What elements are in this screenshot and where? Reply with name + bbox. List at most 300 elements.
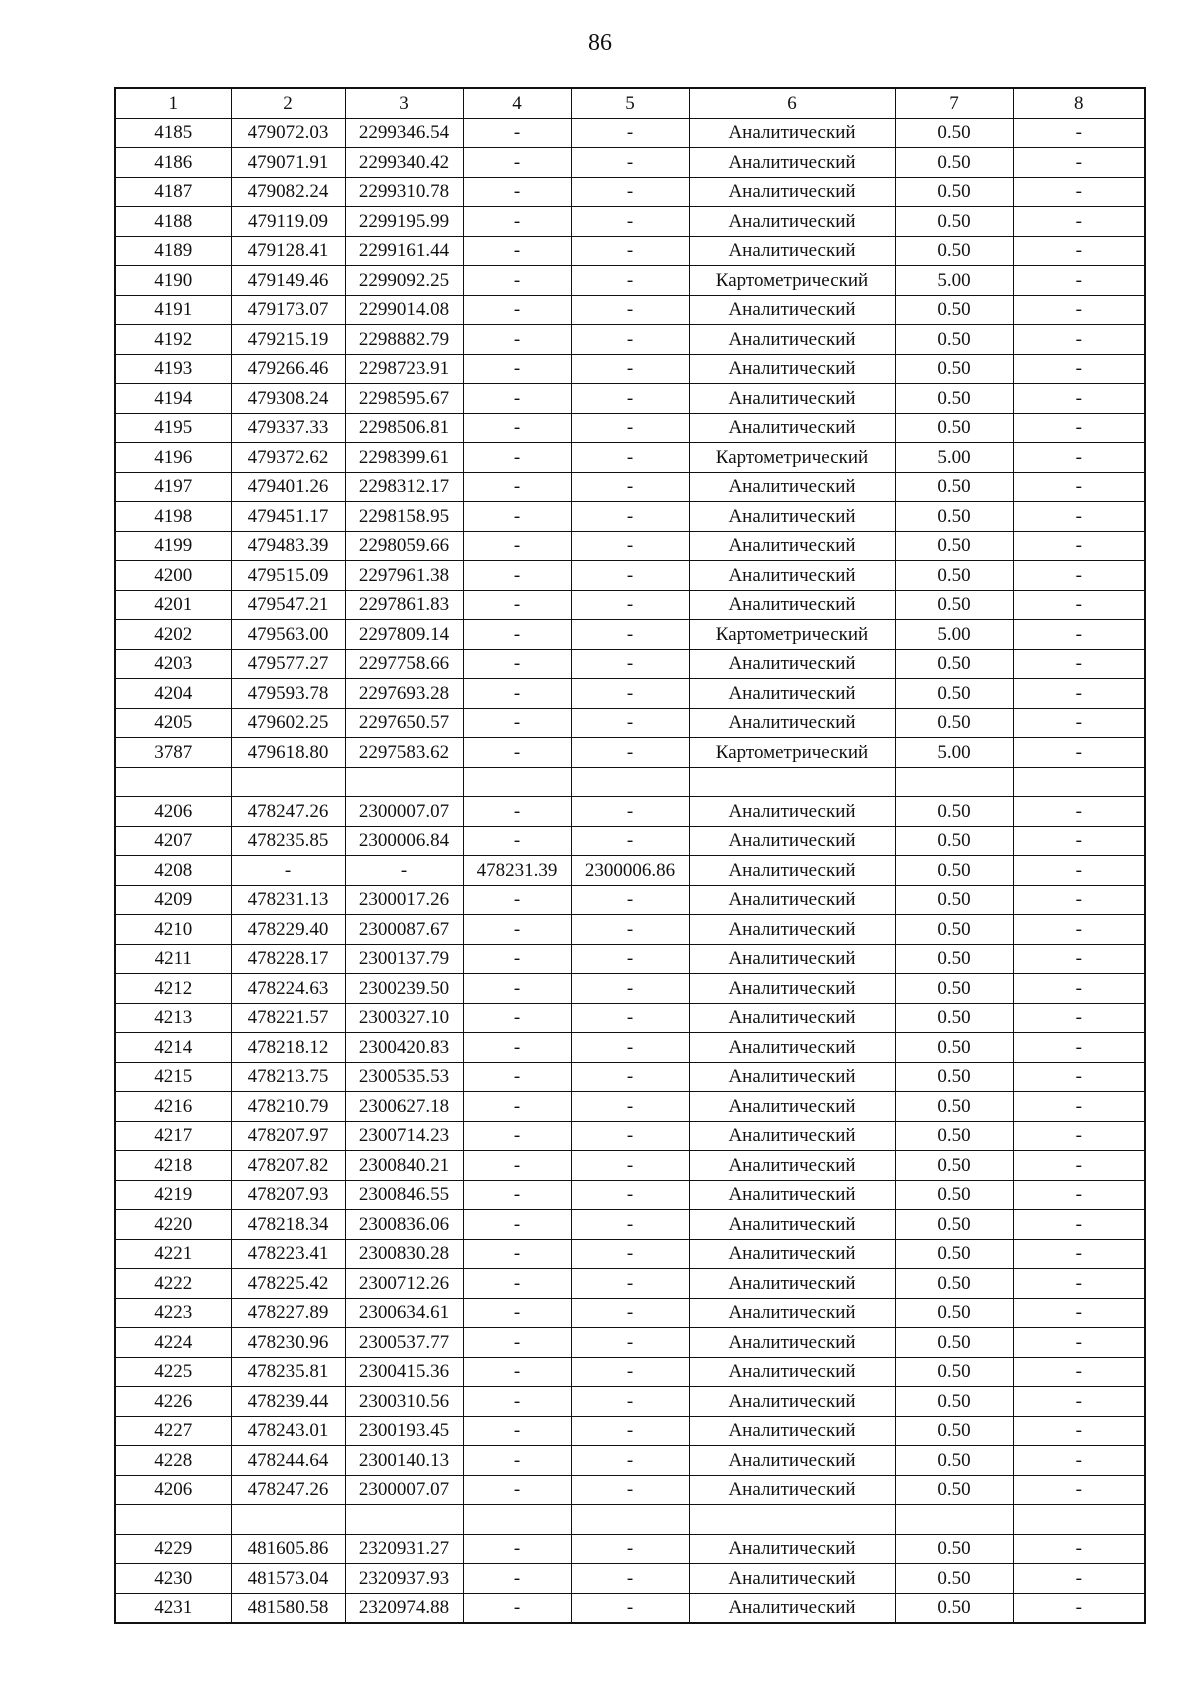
table-row [115, 531, 1145, 561]
col8-cell [1013, 1505, 1145, 1535]
precision-cell: 0.50 [895, 1564, 1013, 1594]
method-cell: Аналитический [689, 856, 895, 886]
table-body [115, 118, 1145, 1623]
table-row [115, 561, 1145, 591]
y-cell: 2298158.95 [345, 502, 463, 532]
col4-cell: - [463, 1269, 571, 1299]
col8-cell: - [1013, 1269, 1145, 1299]
col5-cell: - [571, 207, 689, 237]
x-cell: 478223.41 [231, 1239, 345, 1269]
col8-cell: - [1013, 1121, 1145, 1151]
x-cell: 478235.85 [231, 826, 345, 856]
precision-cell: 0.50 [895, 325, 1013, 355]
y-cell: 2297693.28 [345, 679, 463, 709]
method-cell: Аналитический [689, 354, 895, 384]
y-cell: 2297809.14 [345, 620, 463, 650]
x-cell: 478244.64 [231, 1446, 345, 1476]
y-cell: 2297650.57 [345, 708, 463, 738]
col8-cell: - [1013, 1298, 1145, 1328]
col4-cell: - [463, 708, 571, 738]
y-cell: 2300840.21 [345, 1151, 463, 1181]
point-number-cell: 4211 [115, 944, 231, 974]
point-number-cell: 4222 [115, 1269, 231, 1299]
col8-cell: - [1013, 1239, 1145, 1269]
x-cell: 479602.25 [231, 708, 345, 738]
point-number-cell: 4202 [115, 620, 231, 650]
method-cell: Аналитический [689, 1387, 895, 1417]
table-row [115, 295, 1145, 325]
precision-cell: 0.50 [895, 1180, 1013, 1210]
precision-cell: 0.50 [895, 885, 1013, 915]
x-cell: 479563.00 [231, 620, 345, 650]
y-cell: 2300712.26 [345, 1269, 463, 1299]
y-cell: 2300415.36 [345, 1357, 463, 1387]
col5-cell: - [571, 1210, 689, 1240]
y-cell: 2300193.45 [345, 1416, 463, 1446]
col4-cell: - [463, 1564, 571, 1594]
point-number-cell: 4213 [115, 1003, 231, 1033]
y-cell: 2297861.83 [345, 590, 463, 620]
point-number-cell: 4215 [115, 1062, 231, 1092]
x-cell: 478224.63 [231, 974, 345, 1004]
table-row [115, 856, 1145, 886]
precision-cell: 0.50 [895, 502, 1013, 532]
col4-cell: - [463, 207, 571, 237]
col5-cell: - [571, 974, 689, 1004]
precision-cell: 0.50 [895, 826, 1013, 856]
table-row [115, 1564, 1145, 1594]
precision-cell: 0.50 [895, 1003, 1013, 1033]
x-cell: 479072.03 [231, 118, 345, 148]
method-cell: Аналитический [689, 944, 895, 974]
col4-cell: - [463, 1416, 571, 1446]
x-cell: 479071.91 [231, 148, 345, 178]
table-row [115, 1298, 1145, 1328]
col5-cell: - [571, 885, 689, 915]
point-number-cell: 4185 [115, 118, 231, 148]
point-number-cell: 4197 [115, 472, 231, 502]
col4-cell: - [463, 1062, 571, 1092]
table-row [115, 1534, 1145, 1564]
page-number: 86 [588, 30, 612, 56]
precision-cell: 5.00 [895, 620, 1013, 650]
y-cell: 2299092.25 [345, 266, 463, 296]
precision-cell: 0.50 [895, 1062, 1013, 1092]
table-row [115, 472, 1145, 502]
table-row [115, 1357, 1145, 1387]
col4-cell: - [463, 797, 571, 827]
point-number-cell: 4219 [115, 1180, 231, 1210]
x-cell: 479372.62 [231, 443, 345, 473]
precision-cell: 0.50 [895, 384, 1013, 414]
col5-cell: - [571, 1446, 689, 1476]
x-cell: 479577.27 [231, 649, 345, 679]
precision-cell: 0.50 [895, 177, 1013, 207]
method-cell: Аналитический [689, 1062, 895, 1092]
col8-cell: - [1013, 1180, 1145, 1210]
y-cell: 2300537.77 [345, 1328, 463, 1358]
col4-cell: - [463, 236, 571, 266]
column-header-5: 5 [571, 88, 689, 118]
y-cell: 2320931.27 [345, 1534, 463, 1564]
method-cell: Аналитический [689, 118, 895, 148]
table-row [115, 1446, 1145, 1476]
point-number-cell: 4200 [115, 561, 231, 591]
precision-cell: 0.50 [895, 207, 1013, 237]
col5-cell: - [571, 443, 689, 473]
col5-cell: - [571, 1003, 689, 1033]
col8-cell: - [1013, 974, 1145, 1004]
precision-cell: 0.50 [895, 679, 1013, 709]
precision-cell: 0.50 [895, 649, 1013, 679]
table-row [115, 354, 1145, 384]
col5-cell: - [571, 826, 689, 856]
col8-cell: - [1013, 1593, 1145, 1623]
method-cell: Аналитический [689, 590, 895, 620]
method-cell: Аналитический [689, 679, 895, 709]
y-cell: 2297583.62 [345, 738, 463, 768]
col5-cell: - [571, 1151, 689, 1181]
table-row [115, 266, 1145, 296]
table-row [115, 1092, 1145, 1122]
y-cell: 2298595.67 [345, 384, 463, 414]
col4-cell [463, 1505, 571, 1535]
col8-cell: - [1013, 531, 1145, 561]
precision-cell: 0.50 [895, 797, 1013, 827]
method-cell: Аналитический [689, 915, 895, 945]
method-cell: Аналитический [689, 1593, 895, 1623]
point-number-cell: 4203 [115, 649, 231, 679]
table-row [115, 1328, 1145, 1358]
table-row [115, 413, 1145, 443]
y-cell: 2300007.07 [345, 1475, 463, 1505]
precision-cell: 0.50 [895, 1033, 1013, 1063]
point-number-cell: 4228 [115, 1446, 231, 1476]
x-cell: 479128.41 [231, 236, 345, 266]
col5-cell: - [571, 1357, 689, 1387]
col8-cell: - [1013, 1062, 1145, 1092]
col4-cell: - [463, 1033, 571, 1063]
precision-cell: 0.50 [895, 856, 1013, 886]
point-number-cell: 4210 [115, 915, 231, 945]
precision-cell: 0.50 [895, 944, 1013, 974]
col8-cell: - [1013, 1357, 1145, 1387]
precision-cell: 0.50 [895, 915, 1013, 945]
column-header-1: 1 [115, 88, 231, 118]
point-number-cell: 4214 [115, 1033, 231, 1063]
table-row [115, 708, 1145, 738]
table-row [115, 738, 1145, 768]
y-cell: 2300137.79 [345, 944, 463, 974]
point-number-cell: 4198 [115, 502, 231, 532]
point-number-cell: 4230 [115, 1564, 231, 1594]
table-row [115, 1062, 1145, 1092]
table-row [115, 325, 1145, 355]
method-cell: Аналитический [689, 413, 895, 443]
y-cell: 2298312.17 [345, 472, 463, 502]
x-cell: 478227.89 [231, 1298, 345, 1328]
point-number-cell: 4192 [115, 325, 231, 355]
table-row [115, 148, 1145, 178]
x-cell: 478218.12 [231, 1033, 345, 1063]
x-cell: 479515.09 [231, 561, 345, 591]
precision-cell: 0.50 [895, 1151, 1013, 1181]
method-cell: Аналитический [689, 148, 895, 178]
col8-cell: - [1013, 1387, 1145, 1417]
col5-cell: - [571, 1416, 689, 1446]
method-cell: Аналитический [689, 295, 895, 325]
table-row [115, 443, 1145, 473]
method-cell: Аналитический [689, 1446, 895, 1476]
point-number-cell: 4229 [115, 1534, 231, 1564]
col5-cell: - [571, 1328, 689, 1358]
point-number-cell: 4226 [115, 1387, 231, 1417]
y-cell: 2320974.88 [345, 1593, 463, 1623]
col5-cell: 2300006.86 [571, 856, 689, 886]
col4-cell: - [463, 1328, 571, 1358]
point-number-cell: 4212 [115, 974, 231, 1004]
col5-cell [571, 767, 689, 797]
col4-cell: - [463, 472, 571, 502]
col8-cell: - [1013, 1033, 1145, 1063]
col8-cell: - [1013, 207, 1145, 237]
point-number-cell: 4207 [115, 826, 231, 856]
x-cell: 479149.46 [231, 266, 345, 296]
col8-cell: - [1013, 738, 1145, 768]
col4-cell: - [463, 502, 571, 532]
precision-cell: 0.50 [895, 1298, 1013, 1328]
method-cell: Аналитический [689, 1328, 895, 1358]
col5-cell: - [571, 295, 689, 325]
precision-cell: 0.50 [895, 1121, 1013, 1151]
col5-cell: - [571, 679, 689, 709]
point-number-cell: 4225 [115, 1357, 231, 1387]
method-cell: Аналитический [689, 561, 895, 591]
precision-cell: 0.50 [895, 1593, 1013, 1623]
table-row [115, 649, 1145, 679]
x-cell: 478225.42 [231, 1269, 345, 1299]
x-cell: 478247.26 [231, 797, 345, 827]
x-cell: 478243.01 [231, 1416, 345, 1446]
col8-cell: - [1013, 472, 1145, 502]
x-cell: 478207.97 [231, 1121, 345, 1151]
method-cell: Аналитический [689, 472, 895, 502]
precision-cell: 0.50 [895, 1210, 1013, 1240]
precision-cell: 0.50 [895, 561, 1013, 591]
table-row [115, 915, 1145, 945]
col5-cell: - [571, 325, 689, 355]
y-cell: 2298506.81 [345, 413, 463, 443]
col4-cell: - [463, 915, 571, 945]
x-cell: 479215.19 [231, 325, 345, 355]
col8-cell: - [1013, 118, 1145, 148]
col5-cell: - [571, 1033, 689, 1063]
col5-cell: - [571, 1239, 689, 1269]
col8-cell: - [1013, 384, 1145, 414]
table-row [115, 1269, 1145, 1299]
x-cell: - [231, 856, 345, 886]
precision-cell [895, 767, 1013, 797]
method-cell: Аналитический [689, 1151, 895, 1181]
y-cell: 2299195.99 [345, 207, 463, 237]
col4-cell: - [463, 148, 571, 178]
method-cell: Аналитический [689, 384, 895, 414]
col4-cell: - [463, 1298, 571, 1328]
x-cell: 479547.21 [231, 590, 345, 620]
point-number-cell: 4218 [115, 1151, 231, 1181]
point-number-cell: 4194 [115, 384, 231, 414]
table-row [115, 118, 1145, 148]
col8-cell: - [1013, 1003, 1145, 1033]
y-cell: 2300310.56 [345, 1387, 463, 1417]
method-cell: Аналитический [689, 1121, 895, 1151]
col5-cell: - [571, 1298, 689, 1328]
table-header-row [115, 88, 1145, 118]
table-row [115, 384, 1145, 414]
y-cell: 2299014.08 [345, 295, 463, 325]
col5-cell: - [571, 1121, 689, 1151]
point-number-cell: 4206 [115, 1475, 231, 1505]
col8-cell: - [1013, 295, 1145, 325]
column-header-6: 6 [689, 88, 895, 118]
y-cell: 2299340.42 [345, 148, 463, 178]
x-cell: 478230.96 [231, 1328, 345, 1358]
y-cell: 2297961.38 [345, 561, 463, 591]
x-cell: 478229.40 [231, 915, 345, 945]
point-number-cell: 4231 [115, 1593, 231, 1623]
x-cell [231, 1505, 345, 1535]
y-cell: 2300627.18 [345, 1092, 463, 1122]
method-cell: Аналитический [689, 1357, 895, 1387]
col5-cell: - [571, 708, 689, 738]
col8-cell: - [1013, 885, 1145, 915]
col4-cell: - [463, 1151, 571, 1181]
table-row [115, 1121, 1145, 1151]
y-cell: 2300140.13 [345, 1446, 463, 1476]
col8-cell: - [1013, 797, 1145, 827]
col8-cell: - [1013, 679, 1145, 709]
point-number-cell: 4227 [115, 1416, 231, 1446]
col5-cell: - [571, 354, 689, 384]
table-row [115, 974, 1145, 1004]
col4-cell: - [463, 590, 571, 620]
method-cell: Аналитический [689, 531, 895, 561]
x-cell: 478213.75 [231, 1062, 345, 1092]
method-cell: Аналитический [689, 649, 895, 679]
point-number-cell: 4189 [115, 236, 231, 266]
col8-cell: - [1013, 1151, 1145, 1181]
precision-cell: 0.50 [895, 1534, 1013, 1564]
precision-cell: 0.50 [895, 1416, 1013, 1446]
col5-cell: - [571, 266, 689, 296]
col8-cell: - [1013, 708, 1145, 738]
col8-cell: - [1013, 944, 1145, 974]
y-cell: 2300830.28 [345, 1239, 463, 1269]
point-number-cell: 4196 [115, 443, 231, 473]
y-cell: 2300714.23 [345, 1121, 463, 1151]
col5-cell: - [571, 472, 689, 502]
col5-cell: - [571, 649, 689, 679]
precision-cell: 0.50 [895, 1328, 1013, 1358]
col4-cell: - [463, 1446, 571, 1476]
method-cell: Аналитический [689, 826, 895, 856]
method-cell: Аналитический [689, 1416, 895, 1446]
point-number-cell: 4224 [115, 1328, 231, 1358]
col5-cell: - [571, 620, 689, 650]
table-row [115, 826, 1145, 856]
point-number-cell [115, 767, 231, 797]
method-cell: Аналитический [689, 1298, 895, 1328]
x-cell: 478247.26 [231, 1475, 345, 1505]
point-number-cell: 4191 [115, 295, 231, 325]
col4-cell: - [463, 1593, 571, 1623]
y-cell: 2300007.07 [345, 797, 463, 827]
x-cell: 478235.81 [231, 1357, 345, 1387]
method-cell: Аналитический [689, 1269, 895, 1299]
precision-cell: 0.50 [895, 1446, 1013, 1476]
col5-cell: - [571, 1269, 689, 1299]
precision-cell: 5.00 [895, 443, 1013, 473]
method-cell: Аналитический [689, 325, 895, 355]
y-cell: 2299161.44 [345, 236, 463, 266]
col4-cell [463, 767, 571, 797]
precision-cell: 0.50 [895, 708, 1013, 738]
table-row [115, 1475, 1145, 1505]
precision-cell: 0.50 [895, 1357, 1013, 1387]
method-cell: Аналитический [689, 885, 895, 915]
y-cell: 2300327.10 [345, 1003, 463, 1033]
col4-cell: 478231.39 [463, 856, 571, 886]
method-cell: Аналитический [689, 1534, 895, 1564]
column-header-4: 4 [463, 88, 571, 118]
x-cell: 479266.46 [231, 354, 345, 384]
table-row [115, 767, 1145, 797]
x-cell: 479337.33 [231, 413, 345, 443]
table-row [115, 236, 1145, 266]
method-cell: Картометрический [689, 443, 895, 473]
method-cell: Аналитический [689, 1239, 895, 1269]
point-number-cell: 3787 [115, 738, 231, 768]
column-header-7: 7 [895, 88, 1013, 118]
method-cell [689, 1505, 895, 1535]
col4-cell: - [463, 384, 571, 414]
col8-cell: - [1013, 1416, 1145, 1446]
method-cell: Аналитический [689, 502, 895, 532]
point-number-cell: 4187 [115, 177, 231, 207]
y-cell: 2298399.61 [345, 443, 463, 473]
point-number-cell: 4223 [115, 1298, 231, 1328]
y-cell: 2300634.61 [345, 1298, 463, 1328]
col4-cell: - [463, 1121, 571, 1151]
method-cell: Аналитический [689, 1564, 895, 1594]
col4-cell: - [463, 1475, 571, 1505]
col4-cell: - [463, 177, 571, 207]
y-cell: 2300836.06 [345, 1210, 463, 1240]
col4-cell: - [463, 531, 571, 561]
col5-cell: - [571, 1564, 689, 1594]
table-row [115, 1387, 1145, 1417]
point-number-cell: 4186 [115, 148, 231, 178]
x-cell: 479401.26 [231, 472, 345, 502]
col8-cell: - [1013, 354, 1145, 384]
table-row [115, 885, 1145, 915]
x-cell: 478228.17 [231, 944, 345, 974]
col5-cell: - [571, 915, 689, 945]
col8-cell: - [1013, 1092, 1145, 1122]
x-cell: 479593.78 [231, 679, 345, 709]
col4-cell: - [463, 1210, 571, 1240]
method-cell: Аналитический [689, 1180, 895, 1210]
